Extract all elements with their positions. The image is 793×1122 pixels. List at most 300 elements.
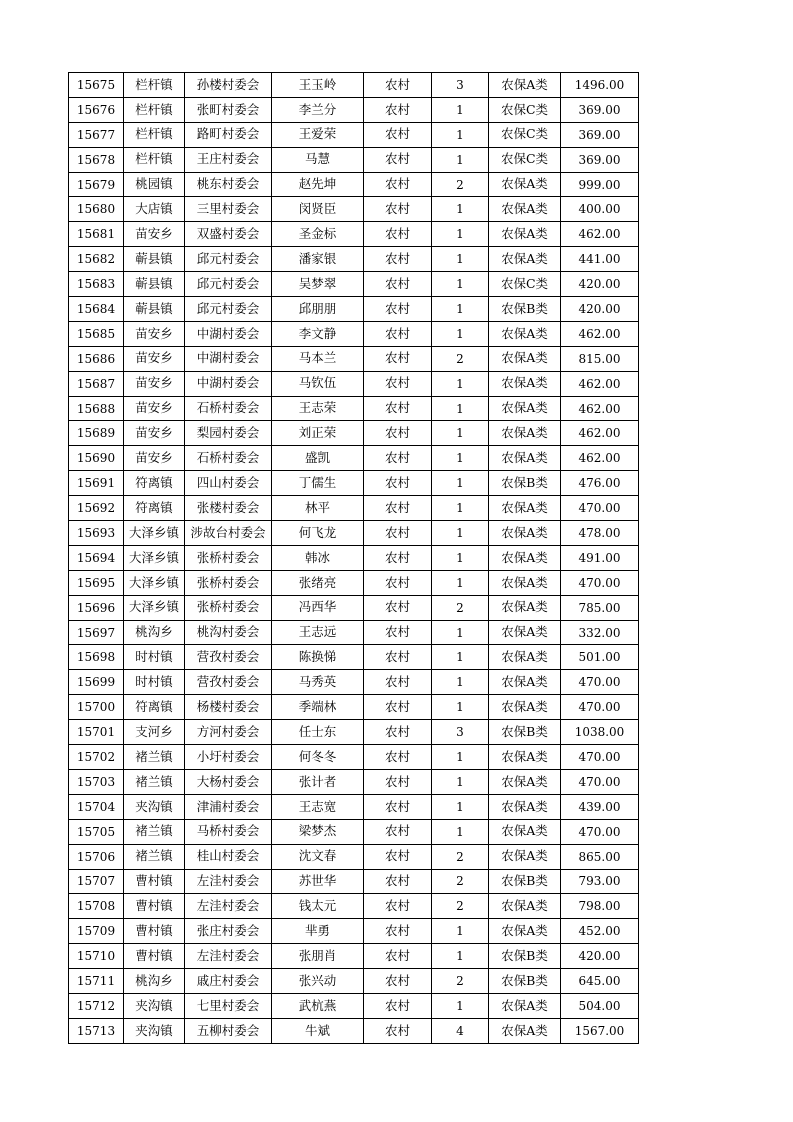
name-cell: 张兴动 bbox=[272, 969, 364, 994]
insurance-class-cell: 农保A类 bbox=[489, 570, 561, 595]
town-cell: 时村镇 bbox=[124, 645, 185, 670]
table-row bbox=[69, 222, 639, 247]
household-count-cell: 1 bbox=[432, 620, 489, 645]
household-count-cell: 3 bbox=[432, 720, 489, 745]
area-type-cell: 农村 bbox=[364, 595, 432, 620]
table-row bbox=[69, 272, 639, 297]
amount-cell: 470.00 bbox=[561, 496, 639, 521]
name-cell: 梁梦杰 bbox=[272, 819, 364, 844]
insurance-class-cell: 农保A类 bbox=[489, 73, 561, 98]
insurance-class-cell: 农保B类 bbox=[489, 969, 561, 994]
town-cell: 夹沟镇 bbox=[124, 1018, 185, 1043]
insurance-class-cell: 农保A类 bbox=[489, 371, 561, 396]
insurance-class-cell: 农保A类 bbox=[489, 695, 561, 720]
household-count-cell: 1 bbox=[432, 819, 489, 844]
household-count-cell: 1 bbox=[432, 745, 489, 770]
village-committee-cell: 桂山村委会 bbox=[185, 844, 272, 869]
household-count-cell: 1 bbox=[432, 371, 489, 396]
town-cell: 蕲县镇 bbox=[124, 272, 185, 297]
name-cell: 马钦伍 bbox=[272, 371, 364, 396]
insurance-class-cell: 农保A类 bbox=[489, 446, 561, 471]
town-cell: 大泽乡镇 bbox=[124, 595, 185, 620]
amount-cell: 332.00 bbox=[561, 620, 639, 645]
village-committee-cell: 邱元村委会 bbox=[185, 297, 272, 322]
insurance-class-cell: 农保B类 bbox=[489, 720, 561, 745]
town-cell: 苗安乡 bbox=[124, 421, 185, 446]
village-committee-cell: 四山村委会 bbox=[185, 471, 272, 496]
insurance-class-cell: 农保A类 bbox=[489, 1018, 561, 1043]
town-cell: 栏杆镇 bbox=[124, 97, 185, 122]
village-committee-cell: 张庄村委会 bbox=[185, 919, 272, 944]
record-id-cell: 15690 bbox=[69, 446, 124, 471]
household-count-cell: 3 bbox=[432, 73, 489, 98]
record-id-cell: 15696 bbox=[69, 595, 124, 620]
insurance-class-cell: 农保A类 bbox=[489, 670, 561, 695]
name-cell: 芈勇 bbox=[272, 919, 364, 944]
village-committee-cell: 中湖村委会 bbox=[185, 321, 272, 346]
household-count-cell: 1 bbox=[432, 794, 489, 819]
name-cell: 陈换悌 bbox=[272, 645, 364, 670]
amount-cell: 1038.00 bbox=[561, 720, 639, 745]
village-committee-cell: 五柳村委会 bbox=[185, 1018, 272, 1043]
town-cell: 支河乡 bbox=[124, 720, 185, 745]
insurance-class-cell: 农保C类 bbox=[489, 122, 561, 147]
village-committee-cell: 左洼村委会 bbox=[185, 944, 272, 969]
record-id-cell: 15680 bbox=[69, 197, 124, 222]
table-row bbox=[69, 695, 639, 720]
village-committee-cell: 营孜村委会 bbox=[185, 670, 272, 695]
amount-cell: 470.00 bbox=[561, 819, 639, 844]
record-id-cell: 15707 bbox=[69, 869, 124, 894]
amount-cell: 999.00 bbox=[561, 172, 639, 197]
village-committee-cell: 左洼村委会 bbox=[185, 894, 272, 919]
record-id-cell: 15685 bbox=[69, 321, 124, 346]
village-committee-cell: 桃东村委会 bbox=[185, 172, 272, 197]
village-committee-cell: 三里村委会 bbox=[185, 197, 272, 222]
area-type-cell: 农村 bbox=[364, 346, 432, 371]
record-id-cell: 15699 bbox=[69, 670, 124, 695]
record-id-cell: 15686 bbox=[69, 346, 124, 371]
table-row bbox=[69, 496, 639, 521]
insurance-class-cell: 农保C类 bbox=[489, 97, 561, 122]
name-cell: 苏世华 bbox=[272, 869, 364, 894]
town-cell: 大店镇 bbox=[124, 197, 185, 222]
household-count-cell: 1 bbox=[432, 321, 489, 346]
household-count-cell: 1 bbox=[432, 993, 489, 1018]
table-row bbox=[69, 371, 639, 396]
record-id-cell: 15681 bbox=[69, 222, 124, 247]
amount-cell: 462.00 bbox=[561, 222, 639, 247]
record-id-cell: 15682 bbox=[69, 247, 124, 272]
village-committee-cell: 涉故台村委会 bbox=[185, 521, 272, 546]
area-type-cell: 农村 bbox=[364, 993, 432, 1018]
household-count-cell: 2 bbox=[432, 844, 489, 869]
village-committee-cell: 张町村委会 bbox=[185, 97, 272, 122]
name-cell: 张绪亮 bbox=[272, 570, 364, 595]
record-id-cell: 15709 bbox=[69, 919, 124, 944]
insurance-class-cell: 农保B类 bbox=[489, 297, 561, 322]
table-row bbox=[69, 969, 639, 994]
area-type-cell: 农村 bbox=[364, 769, 432, 794]
town-cell: 苗安乡 bbox=[124, 346, 185, 371]
insurance-class-cell: 农保A类 bbox=[489, 645, 561, 670]
insurance-class-cell: 农保A类 bbox=[489, 620, 561, 645]
record-id-cell: 15676 bbox=[69, 97, 124, 122]
household-count-cell: 1 bbox=[432, 919, 489, 944]
name-cell: 王志宽 bbox=[272, 794, 364, 819]
insurance-class-cell: 农保A类 bbox=[489, 172, 561, 197]
household-count-cell: 2 bbox=[432, 869, 489, 894]
amount-cell: 462.00 bbox=[561, 321, 639, 346]
table-row bbox=[69, 545, 639, 570]
insurance-class-cell: 农保A类 bbox=[489, 396, 561, 421]
record-id-cell: 15703 bbox=[69, 769, 124, 794]
amount-cell: 441.00 bbox=[561, 247, 639, 272]
record-id-cell: 15687 bbox=[69, 371, 124, 396]
insurance-class-cell: 农保A类 bbox=[489, 595, 561, 620]
area-type-cell: 农村 bbox=[364, 73, 432, 98]
area-type-cell: 农村 bbox=[364, 97, 432, 122]
village-committee-cell: 路町村委会 bbox=[185, 122, 272, 147]
household-count-cell: 2 bbox=[432, 894, 489, 919]
record-id-cell: 15694 bbox=[69, 545, 124, 570]
town-cell: 栏杆镇 bbox=[124, 122, 185, 147]
table-body bbox=[69, 73, 639, 1044]
amount-cell: 793.00 bbox=[561, 869, 639, 894]
area-type-cell: 农村 bbox=[364, 421, 432, 446]
table-row bbox=[69, 1018, 639, 1043]
table-row bbox=[69, 720, 639, 745]
area-type-cell: 农村 bbox=[364, 670, 432, 695]
insurance-class-cell: 农保B类 bbox=[489, 944, 561, 969]
town-cell: 大泽乡镇 bbox=[124, 521, 185, 546]
area-type-cell: 农村 bbox=[364, 321, 432, 346]
area-type-cell: 农村 bbox=[364, 471, 432, 496]
town-cell: 符离镇 bbox=[124, 496, 185, 521]
village-committee-cell: 张桥村委会 bbox=[185, 595, 272, 620]
village-committee-cell: 大杨村委会 bbox=[185, 769, 272, 794]
town-cell: 曹村镇 bbox=[124, 919, 185, 944]
area-type-cell: 农村 bbox=[364, 745, 432, 770]
name-cell: 王志远 bbox=[272, 620, 364, 645]
household-count-cell: 1 bbox=[432, 97, 489, 122]
area-type-cell: 农村 bbox=[364, 894, 432, 919]
town-cell: 桃沟乡 bbox=[124, 620, 185, 645]
insurance-class-cell: 农保C类 bbox=[489, 272, 561, 297]
insurance-class-cell: 农保A类 bbox=[489, 521, 561, 546]
amount-cell: 1496.00 bbox=[561, 73, 639, 98]
area-type-cell: 农村 bbox=[364, 645, 432, 670]
amount-cell: 491.00 bbox=[561, 545, 639, 570]
amount-cell: 645.00 bbox=[561, 969, 639, 994]
table-row bbox=[69, 919, 639, 944]
village-committee-cell: 营孜村委会 bbox=[185, 645, 272, 670]
amount-cell: 476.00 bbox=[561, 471, 639, 496]
amount-cell: 478.00 bbox=[561, 521, 639, 546]
table-row bbox=[69, 172, 639, 197]
amount-cell: 420.00 bbox=[561, 272, 639, 297]
amount-cell: 400.00 bbox=[561, 197, 639, 222]
village-committee-cell: 梨园村委会 bbox=[185, 421, 272, 446]
table-row bbox=[69, 620, 639, 645]
name-cell: 圣金标 bbox=[272, 222, 364, 247]
area-type-cell: 农村 bbox=[364, 720, 432, 745]
area-type-cell: 农村 bbox=[364, 396, 432, 421]
village-committee-cell: 石桥村委会 bbox=[185, 446, 272, 471]
village-committee-cell: 杨楼村委会 bbox=[185, 695, 272, 720]
table-row bbox=[69, 670, 639, 695]
record-id-cell: 15701 bbox=[69, 720, 124, 745]
record-id-cell: 15695 bbox=[69, 570, 124, 595]
town-cell: 褚兰镇 bbox=[124, 844, 185, 869]
area-type-cell: 农村 bbox=[364, 819, 432, 844]
household-count-cell: 1 bbox=[432, 695, 489, 720]
town-cell: 桃沟乡 bbox=[124, 969, 185, 994]
area-type-cell: 农村 bbox=[364, 247, 432, 272]
town-cell: 褚兰镇 bbox=[124, 819, 185, 844]
village-committee-cell: 邱元村委会 bbox=[185, 272, 272, 297]
town-cell: 时村镇 bbox=[124, 670, 185, 695]
household-count-cell: 1 bbox=[432, 570, 489, 595]
name-cell: 潘家银 bbox=[272, 247, 364, 272]
name-cell: 何飞龙 bbox=[272, 521, 364, 546]
name-cell: 王爱荣 bbox=[272, 122, 364, 147]
name-cell: 何冬冬 bbox=[272, 745, 364, 770]
insurance-class-cell: 农保A类 bbox=[489, 894, 561, 919]
name-cell: 马本兰 bbox=[272, 346, 364, 371]
insurance-class-cell: 农保A类 bbox=[489, 321, 561, 346]
town-cell: 栏杆镇 bbox=[124, 147, 185, 172]
household-count-cell: 1 bbox=[432, 670, 489, 695]
village-committee-cell: 津浦村委会 bbox=[185, 794, 272, 819]
household-count-cell: 1 bbox=[432, 944, 489, 969]
record-id-cell: 15708 bbox=[69, 894, 124, 919]
name-cell: 张朋肖 bbox=[272, 944, 364, 969]
record-id-cell: 15712 bbox=[69, 993, 124, 1018]
town-cell: 夹沟镇 bbox=[124, 794, 185, 819]
amount-cell: 462.00 bbox=[561, 371, 639, 396]
table-row bbox=[69, 869, 639, 894]
amount-cell: 462.00 bbox=[561, 396, 639, 421]
insurance-class-cell: 农保A类 bbox=[489, 844, 561, 869]
village-committee-cell: 桃沟村委会 bbox=[185, 620, 272, 645]
record-id-cell: 15689 bbox=[69, 421, 124, 446]
amount-cell: 470.00 bbox=[561, 769, 639, 794]
town-cell: 曹村镇 bbox=[124, 869, 185, 894]
name-cell: 王志荣 bbox=[272, 396, 364, 421]
record-id-cell: 15678 bbox=[69, 147, 124, 172]
insurance-class-cell: 农保A类 bbox=[489, 222, 561, 247]
insurance-class-cell: 农保A类 bbox=[489, 197, 561, 222]
area-type-cell: 农村 bbox=[364, 122, 432, 147]
household-count-cell: 1 bbox=[432, 396, 489, 421]
record-id-cell: 15698 bbox=[69, 645, 124, 670]
village-committee-cell: 石桥村委会 bbox=[185, 396, 272, 421]
insurance-class-cell: 农保A类 bbox=[489, 496, 561, 521]
area-type-cell: 农村 bbox=[364, 222, 432, 247]
record-id-cell: 15697 bbox=[69, 620, 124, 645]
household-count-cell: 1 bbox=[432, 645, 489, 670]
amount-cell: 470.00 bbox=[561, 570, 639, 595]
household-count-cell: 1 bbox=[432, 272, 489, 297]
table-row bbox=[69, 147, 639, 172]
area-type-cell: 农村 bbox=[364, 969, 432, 994]
household-count-cell: 1 bbox=[432, 769, 489, 794]
insurance-class-cell: 农保B类 bbox=[489, 471, 561, 496]
table-row bbox=[69, 421, 639, 446]
area-type-cell: 农村 bbox=[364, 944, 432, 969]
household-count-cell: 1 bbox=[432, 446, 489, 471]
name-cell: 马慧 bbox=[272, 147, 364, 172]
name-cell: 李兰分 bbox=[272, 97, 364, 122]
name-cell: 牛斌 bbox=[272, 1018, 364, 1043]
name-cell: 李文静 bbox=[272, 321, 364, 346]
village-committee-cell: 张桥村委会 bbox=[185, 570, 272, 595]
record-id-cell: 15684 bbox=[69, 297, 124, 322]
insurance-class-cell: 农保A类 bbox=[489, 993, 561, 1018]
town-cell: 曹村镇 bbox=[124, 944, 185, 969]
record-id-cell: 15700 bbox=[69, 695, 124, 720]
insurance-class-cell: 农保A类 bbox=[489, 545, 561, 570]
insurance-class-cell: 农保A类 bbox=[489, 819, 561, 844]
name-cell: 韩冰 bbox=[272, 545, 364, 570]
amount-cell: 439.00 bbox=[561, 794, 639, 819]
household-count-cell: 1 bbox=[432, 197, 489, 222]
household-count-cell: 1 bbox=[432, 471, 489, 496]
area-type-cell: 农村 bbox=[364, 919, 432, 944]
area-type-cell: 农村 bbox=[364, 1018, 432, 1043]
table-row bbox=[69, 396, 639, 421]
amount-cell: 1567.00 bbox=[561, 1018, 639, 1043]
household-count-cell: 2 bbox=[432, 969, 489, 994]
town-cell: 褚兰镇 bbox=[124, 769, 185, 794]
record-id-cell: 15688 bbox=[69, 396, 124, 421]
town-cell: 褚兰镇 bbox=[124, 745, 185, 770]
name-cell: 马秀英 bbox=[272, 670, 364, 695]
insurance-class-cell: 农保A类 bbox=[489, 346, 561, 371]
record-id-cell: 15692 bbox=[69, 496, 124, 521]
area-type-cell: 农村 bbox=[364, 545, 432, 570]
area-type-cell: 农村 bbox=[364, 794, 432, 819]
amount-cell: 470.00 bbox=[561, 695, 639, 720]
name-cell: 林平 bbox=[272, 496, 364, 521]
household-count-cell: 1 bbox=[432, 147, 489, 172]
name-cell: 钱太元 bbox=[272, 894, 364, 919]
name-cell: 张计者 bbox=[272, 769, 364, 794]
area-type-cell: 农村 bbox=[364, 147, 432, 172]
amount-cell: 815.00 bbox=[561, 346, 639, 371]
town-cell: 符离镇 bbox=[124, 695, 185, 720]
area-type-cell: 农村 bbox=[364, 869, 432, 894]
area-type-cell: 农村 bbox=[364, 620, 432, 645]
table-row bbox=[69, 894, 639, 919]
household-count-cell: 2 bbox=[432, 346, 489, 371]
amount-cell: 462.00 bbox=[561, 421, 639, 446]
area-type-cell: 农村 bbox=[364, 446, 432, 471]
village-committee-cell: 中湖村委会 bbox=[185, 371, 272, 396]
village-committee-cell: 邱元村委会 bbox=[185, 247, 272, 272]
amount-cell: 470.00 bbox=[561, 745, 639, 770]
record-id-cell: 15691 bbox=[69, 471, 124, 496]
record-id-cell: 15679 bbox=[69, 172, 124, 197]
table-row bbox=[69, 97, 639, 122]
insurance-class-cell: 农保B类 bbox=[489, 869, 561, 894]
household-count-cell: 2 bbox=[432, 172, 489, 197]
town-cell: 大泽乡镇 bbox=[124, 545, 185, 570]
insurance-class-cell: 农保A类 bbox=[489, 794, 561, 819]
town-cell: 桃园镇 bbox=[124, 172, 185, 197]
area-type-cell: 农村 bbox=[364, 297, 432, 322]
record-id-cell: 15711 bbox=[69, 969, 124, 994]
town-cell: 大泽乡镇 bbox=[124, 570, 185, 595]
town-cell: 栏杆镇 bbox=[124, 73, 185, 98]
village-committee-cell: 小圩村委会 bbox=[185, 745, 272, 770]
household-count-cell: 4 bbox=[432, 1018, 489, 1043]
household-count-cell: 1 bbox=[432, 122, 489, 147]
record-id-cell: 15710 bbox=[69, 944, 124, 969]
amount-cell: 785.00 bbox=[561, 595, 639, 620]
table-row bbox=[69, 297, 639, 322]
village-committee-cell: 王庄村委会 bbox=[185, 147, 272, 172]
town-cell: 苗安乡 bbox=[124, 396, 185, 421]
table-row bbox=[69, 346, 639, 371]
table-row bbox=[69, 197, 639, 222]
name-cell: 赵先坤 bbox=[272, 172, 364, 197]
table-row bbox=[69, 794, 639, 819]
area-type-cell: 农村 bbox=[364, 172, 432, 197]
amount-cell: 462.00 bbox=[561, 446, 639, 471]
table-row bbox=[69, 521, 639, 546]
household-count-cell: 1 bbox=[432, 222, 489, 247]
town-cell: 苗安乡 bbox=[124, 446, 185, 471]
insurance-class-cell: 农保A类 bbox=[489, 745, 561, 770]
town-cell: 苗安乡 bbox=[124, 321, 185, 346]
name-cell: 任士东 bbox=[272, 720, 364, 745]
area-type-cell: 农村 bbox=[364, 272, 432, 297]
area-type-cell: 农村 bbox=[364, 570, 432, 595]
amount-cell: 865.00 bbox=[561, 844, 639, 869]
village-committee-cell: 张桥村委会 bbox=[185, 545, 272, 570]
table-row bbox=[69, 73, 639, 98]
area-type-cell: 农村 bbox=[364, 496, 432, 521]
village-committee-cell: 双盛村委会 bbox=[185, 222, 272, 247]
name-cell: 闵贤臣 bbox=[272, 197, 364, 222]
village-committee-cell: 中湖村委会 bbox=[185, 346, 272, 371]
name-cell: 丁儒生 bbox=[272, 471, 364, 496]
amount-cell: 798.00 bbox=[561, 894, 639, 919]
table-row bbox=[69, 769, 639, 794]
name-cell: 刘正荣 bbox=[272, 421, 364, 446]
table-row bbox=[69, 944, 639, 969]
insurance-class-cell: 农保A类 bbox=[489, 421, 561, 446]
amount-cell: 501.00 bbox=[561, 645, 639, 670]
area-type-cell: 农村 bbox=[364, 197, 432, 222]
table-row bbox=[69, 570, 639, 595]
village-committee-cell: 马桥村委会 bbox=[185, 819, 272, 844]
name-cell: 盛凯 bbox=[272, 446, 364, 471]
area-type-cell: 农村 bbox=[364, 371, 432, 396]
record-id-cell: 15675 bbox=[69, 73, 124, 98]
table-row bbox=[69, 745, 639, 770]
town-cell: 苗安乡 bbox=[124, 222, 185, 247]
village-committee-cell: 七里村委会 bbox=[185, 993, 272, 1018]
area-type-cell: 农村 bbox=[364, 844, 432, 869]
record-id-cell: 15677 bbox=[69, 122, 124, 147]
village-committee-cell: 方河村委会 bbox=[185, 720, 272, 745]
village-committee-cell: 左洼村委会 bbox=[185, 869, 272, 894]
record-id-cell: 15713 bbox=[69, 1018, 124, 1043]
amount-cell: 504.00 bbox=[561, 993, 639, 1018]
